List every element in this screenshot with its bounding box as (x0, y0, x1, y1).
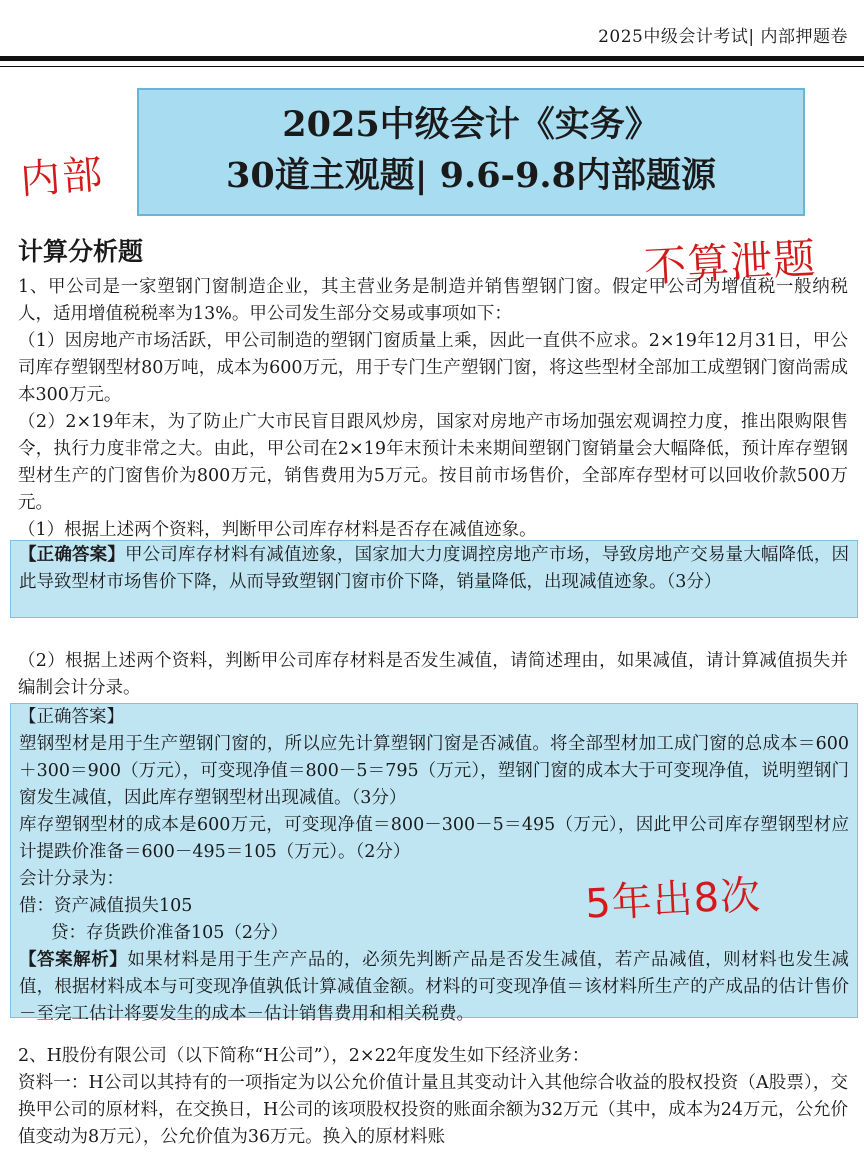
answer-1-tag: 【正确答案】 (19, 545, 125, 565)
q1-intro: 1、甲公司是一家塑钢门窗制造企业，其主营业务是制造并销售塑钢门窗。假定甲公司为增值税一般纳税人，适用增值税税率为13%。甲公司发生部分交易或事项如下： (18, 277, 848, 324)
header-text: 2025中级会计考试| 内部押题卷 (598, 27, 848, 47)
title-line2: 30道主观题| 9.6-9.8内部题源 (226, 155, 716, 196)
section-title: 计算分析题 (18, 237, 144, 266)
q2-material1: 资料一：H公司以其持有的一项指定为以公允价值计量且其变动计入其他综合收益的股权投资（A股票），交换甲公司的原材料，在交换日，H公司的该项股权投资的账面余额为32万元（其中，成本为24万元，公允价值变动为8万元），公允价值为36万元。换入的原材料账 (18, 1073, 848, 1147)
handwritten-not-leak: 不算泄题 (642, 233, 818, 292)
answer-2-p3: 会计分录为： (19, 869, 124, 889)
analysis-text: 如果材料是用于生产产品的，必须先判断产品是否发生减值，若产品减值，则材料也发生减值，根据材料成本与可变现净值孰低计算减值金额。材料的可变现净值＝该材料所生产的产成品的估计售价－至完工估计将要发生的成本－估计销售费用和相关税费。 (19, 950, 850, 1024)
q1-material1: （1）因房地产市场活跃，甲公司制造的塑钢门窗质量上乘，因此一直供不应求。2×19年12月31日，甲公司库存塑钢型材80万吨，成本为600万元，用于专门生产塑钢门窗，将这些型材全部加工成塑钢门窗尚需成本300万元。 (18, 331, 848, 405)
handwritten-five-years: 5年出8次 (584, 872, 763, 928)
answer-2-credit: 贷：存货跌价准备105（2分） (51, 923, 289, 943)
analysis-para (11, 947, 857, 1028)
page-header (0, 14, 864, 54)
q1-sub1: （1）根据上述两个资料，判断甲公司库存材料是否存在减值迹象。 (18, 520, 537, 540)
answer-box-2 (10, 703, 858, 1024)
q1-sub2: （2）根据上述两个资料，判断甲公司库存材料是否发生减值，请简述理由，如果减值，请计算减值损失并编制会计分录。 (18, 651, 848, 698)
answer-2-p2: 库存塑钢型材的成本是600万元，可变现净值＝800－300－5＝495（万元），因此甲公司库存塑钢型材应计提跌价准备＝600－495＝105（万元）。（2分） (19, 815, 849, 862)
title-line1: 2025中级会计《实务》 (282, 104, 660, 145)
answer-2-p1: 塑钢型材是用于生产塑钢门窗的，所以应先计算塑钢门窗是否减值。将全部型材加工成门窗的总成本＝600＋300＝900（万元），可变现净值＝800－5＝795（万元），塑钢门窗的成本大于可变现净值，说明塑钢门窗发生减值，因此库存塑钢型材出现减值。（3分） (19, 734, 849, 808)
header-rule-thin (0, 66, 864, 67)
answer-box-1 (10, 540, 858, 618)
answer-2-tag: 【正确答案】 (19, 707, 124, 727)
answer-1-text: 甲公司库存材料有减值迹象，国家加大力度调控房地产市场，导致房地产交易量大幅降低，因此导致型材市场售价下降，从而导致塑钢门窗市价下降，销量降低，出现减值迹象。（3分） (19, 545, 850, 592)
answer-1-para (11, 541, 857, 596)
header-rule-thick (0, 56, 864, 61)
handwritten-neibu: 内部 (18, 151, 106, 204)
q1-material2: （2）2×19年末，为了防止广大市民盲目跟风炒房，国家对房地产市场加强宏观调控力度，推出限购限售令，执行力度非常之大。由此，甲公司在2×19年末预计未来期间塑钢门窗销量会大幅降低，预计库存塑钢型材生产的门窗售价为800万元，销售费用为5万元。按目前市场售价，全部库存型材可以回收价款500万元。 (18, 412, 848, 513)
q2-intro: 2、H股份有限公司（以下简称“H公司”），2×22年度发生如下经济业务： (18, 1046, 590, 1066)
analysis-tag: 【答案解析】 (19, 950, 128, 970)
answer-2-debit: 借：资产减值损失105 (19, 896, 193, 916)
title-box (137, 88, 805, 216)
